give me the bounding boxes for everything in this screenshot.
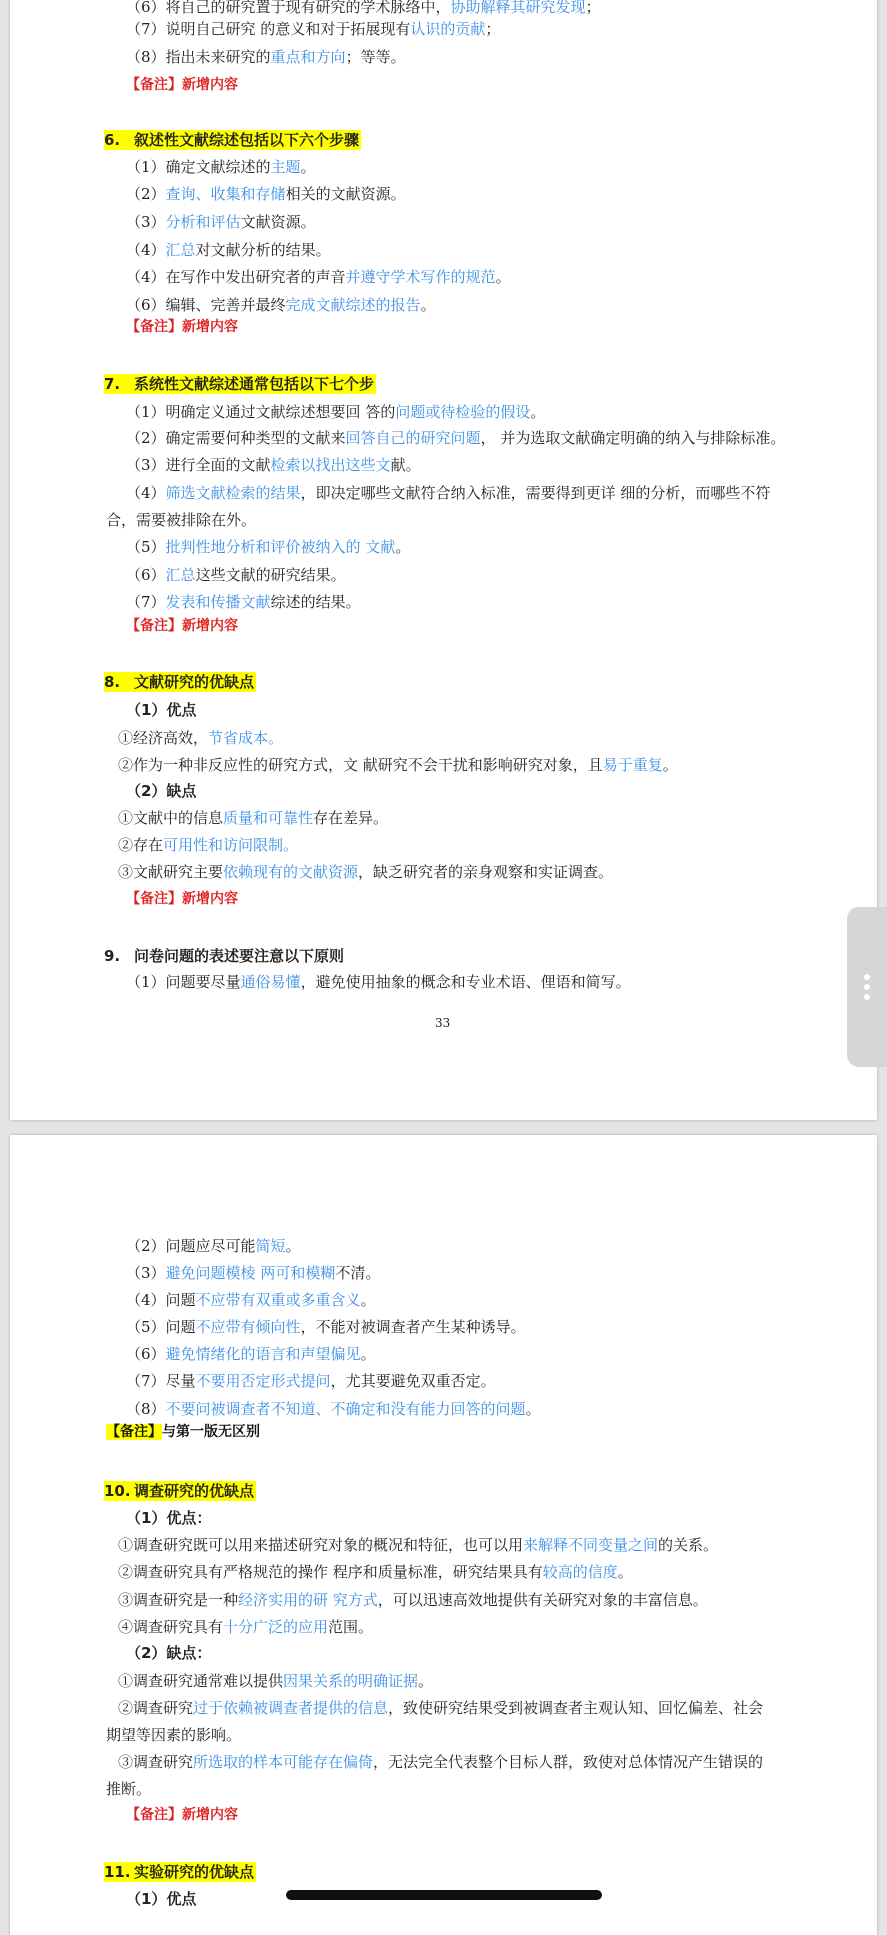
text-line: （5）批判性地分析和评价被纳入的 文献。 <box>126 538 411 556</box>
cons-label: （2）缺点： <box>126 1644 212 1662</box>
note-new-content: 【备注】新增内容 <box>126 77 238 93</box>
text-line: （6）避免情绪化的语言和声望偏见。 <box>126 1345 376 1363</box>
scroll-handle[interactable] <box>847 907 887 1067</box>
section-heading-9: 9. 问卷问题的表述要注意以下原则 <box>104 947 345 965</box>
text-line: ①调查研究既可以用来描述研究对象的概况和特征，也可以用来解释不同变量之间的关系。 <box>118 1536 719 1554</box>
text-line: （2）查询、收集和存储相关的文献资源。 <box>126 185 406 203</box>
text-line: 期望等因素的影响。 <box>106 1726 242 1744</box>
note-new-content: 【备注】新增内容 <box>126 319 238 335</box>
text-line: ④调查研究具有十分广泛的应用范围。 <box>118 1618 374 1636</box>
note-no-difference: 【备注】与第一版无区别 <box>106 1424 260 1440</box>
text-line: （4）在写作中发出研究者的声音并遵守学术写作的规范。 <box>126 268 511 286</box>
section-heading-10: 10. 调查研究的优缺点 <box>104 1482 255 1500</box>
text-line: ②调查研究具有严格规范的操作 程序和质量标准，研究结果具有较高的信度。 <box>118 1563 633 1581</box>
text-line: （2）问题应尽可能简短。 <box>126 1237 301 1255</box>
text-line: （7）发表和传播文献综述的结果。 <box>126 593 361 611</box>
document-page-33 <box>10 0 877 1120</box>
text-line: （6）将自己的研究置于现有研究的学术脉络中，协助解释其研究发现； <box>126 0 601 16</box>
text-line: ③文献研究主要依赖现有的文献资源，缺乏研究者的亲身观察和实证调查。 <box>118 863 614 881</box>
text-line: ②调查研究过于依赖被调查者提供的信息，致使研究结果受到被调查者主观认知、回忆偏差、社会 <box>118 1699 764 1717</box>
home-indicator[interactable] <box>286 1890 602 1900</box>
text-line: ②作为一种非反应性的研究方式，文 献研究不会干扰和影响研究对象，且易于重复。 <box>118 756 678 774</box>
text-line: ②存在可用性和访问限制。 <box>118 836 299 854</box>
handle-dot <box>864 974 870 980</box>
pros-label: （1）优点 <box>126 1890 197 1908</box>
note-new-content: 【备注】新增内容 <box>126 618 238 634</box>
handle-dot <box>864 984 870 990</box>
section-heading-6: 6. 叙述性文献综述包括以下六个步骤 <box>104 131 360 149</box>
page-number: 33 <box>435 1016 451 1030</box>
text-line: （5）问题不应带有倾向性，不能对被调查者产生某种诱导。 <box>126 1318 526 1336</box>
text-line: 合，需要被排除在外。 <box>106 511 257 529</box>
section-heading-8: 8. 文献研究的优缺点 <box>104 673 255 691</box>
text-line: ①文献中的信息质量和可靠性存在差异。 <box>118 809 389 827</box>
text-line: （1）明确定义通过文献综述想要回 答的问题或待检验的假设。 <box>126 403 546 421</box>
text-line: （7）说明自己研究 的意义和对于拓展现有认识的贡献； <box>126 20 501 38</box>
text-line: ③调查研究是一种经济实用的研 究方式，可以迅速高效地提供有关研究对象的丰富信息。 <box>118 1591 708 1609</box>
text-line: （6）编辑、完善并最终完成文献综述的报告。 <box>126 296 436 314</box>
pros-label: （1）优点： <box>126 1509 212 1527</box>
text-line: ③调查研究所选取的样本可能存在偏倚，无法完全代表整个目标人群，致使对总体情况产生错误的 <box>118 1753 764 1771</box>
text-line: （3）分析和评估文献资源。 <box>126 213 316 231</box>
text-line: （4）汇总对文献分析的结果。 <box>126 241 331 259</box>
note-new-content: 【备注】新增内容 <box>126 891 238 907</box>
text-line: （4）问题不应带有双重或多重含义。 <box>126 1291 376 1309</box>
handle-dot <box>864 994 870 1000</box>
text-line: （4）筛选文献检索的结果，即决定哪些文献符合纳入标准，需要得到更详 细的分析，而哪些不符 <box>126 484 771 502</box>
text-line: ①经济高效，节省成本。 <box>118 729 284 747</box>
section-heading-7: 7. 系统性文献综述通常包括以下七个步 <box>104 375 375 393</box>
document-page-34 <box>10 1135 877 1935</box>
text-line: （1）问题要尽量通俗易懂，避免使用抽象的概念和专业术语、俚语和简写。 <box>126 973 631 991</box>
text-line: 推断。 <box>106 1780 152 1798</box>
note-new-content: 【备注】新增内容 <box>126 1807 238 1823</box>
text-line: （3）进行全面的文献检索以找出这些文献。 <box>126 456 421 474</box>
section-heading-11: 11. 实验研究的优缺点 <box>104 1863 255 1881</box>
text-line: （1）确定文献综述的主题。 <box>126 158 316 176</box>
text-line: （3）避免问题模棱 两可和模糊不清。 <box>126 1264 381 1282</box>
text-line: （8）不要问被调查者不知道、不确定和没有能力回答的问题。 <box>126 1400 541 1418</box>
text-line: （6）汇总这些文献的研究结果。 <box>126 566 346 584</box>
cons-label: （2）缺点 <box>126 782 197 800</box>
pros-label: （1）优点 <box>126 701 197 719</box>
text-line: （2）确定需要何种类型的文献来回答自己的研究问题， 并为选取文献确定明确的纳入与排除标准。 <box>126 429 786 447</box>
text-line: （7）尽量不要用否定形式提问，尤其要避免双重否定。 <box>126 1372 496 1390</box>
text-line: ①调查研究通常难以提供因果关系的明确证据。 <box>118 1672 434 1690</box>
text-line: （8）指出未来研究的重点和方向；等等。 <box>126 48 406 66</box>
